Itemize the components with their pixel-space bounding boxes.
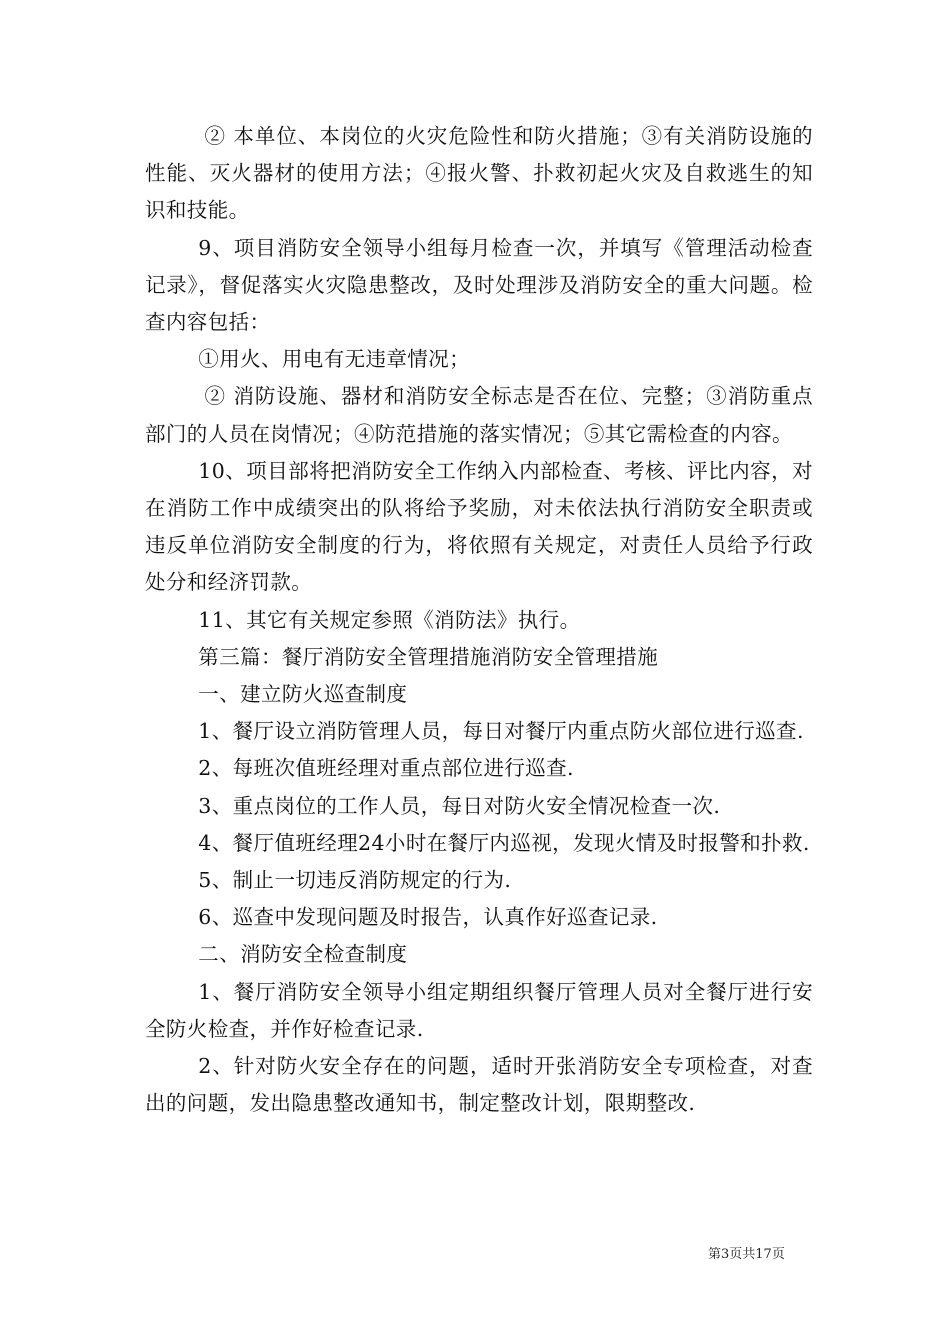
paragraph: 10、项目部将把消防安全工作纳入内部检查、考核、评比内容，对在消防工作中成绩突出的队将给予奖励，对未依法执行消防安全职责或违反单位消防安全制度的行为，将依照有关规定，对责任人员给予行政处分和经济罚款。 <box>145 458 813 595</box>
paragraph: 9、项目消防安全领导小组每月检查一次，并填写《管理活动检查记录》，督促落实火灾隐患整改，及时处理涉及消防安全的重大问题。检查内容包括： <box>145 235 813 335</box>
subsection-heading: 一、建立防火巡查制度 <box>198 682 408 707</box>
document-body <box>145 118 813 1122</box>
paragraph: 2、针对防火安全存在的问题，适时开张消防安全专项检查，对查出的问题，发出隐患整改通知书，制定整改计划，限期整改. <box>145 1054 813 1116</box>
paragraph: 11、其它有关规定参照《消防法》执行。 <box>198 607 581 632</box>
subsection-heading: 二、消防安全检查制度 <box>198 942 408 967</box>
paragraph: ② 本单位、本岗位的火灾危险性和防火措施；③有关消防设施的性能、灭火器材的使用方法；④报火警、扑救初起火灾及自救逃生的知识和技能。 <box>145 124 813 223</box>
paragraph: ② 消防设施、器材和消防安全标志是否在位、完整；③消防重点部门的人员在岗情况；④防范措施的落实情况；⑤其它需检查的内容。 <box>145 384 813 446</box>
paragraph: 4、餐厅值班经理24小时在餐厅内巡视，发现火情及时报警和扑救. <box>198 830 810 855</box>
paragraph: 6、巡查中发现问题及时报告，认真作好巡查记录. <box>198 905 658 930</box>
section-heading: 第三篇：餐厅消防安全管理措施消防安全管理措施 <box>198 644 659 669</box>
paragraph: 3、重点岗位的工作人员，每日对防火安全情况检查一次. <box>198 793 721 818</box>
paragraph: 2、每班次值班经理对重点部位进行巡查. <box>198 756 574 781</box>
page-number: 第3页共17页 <box>708 1247 785 1262</box>
paragraph: 5、制止一切违反消防规定的行为. <box>198 868 512 893</box>
paragraph: 1、餐厅设立消防管理人员，每日对餐厅内重点防火部位进行巡查. <box>198 719 804 744</box>
paragraph: ①用火、用电有无违章情况； <box>198 347 470 372</box>
paragraph: 1、餐厅消防安全领导小组定期组织餐厅管理人员对全餐厅进行安全防火检查，并作好检查记录. <box>145 979 813 1041</box>
